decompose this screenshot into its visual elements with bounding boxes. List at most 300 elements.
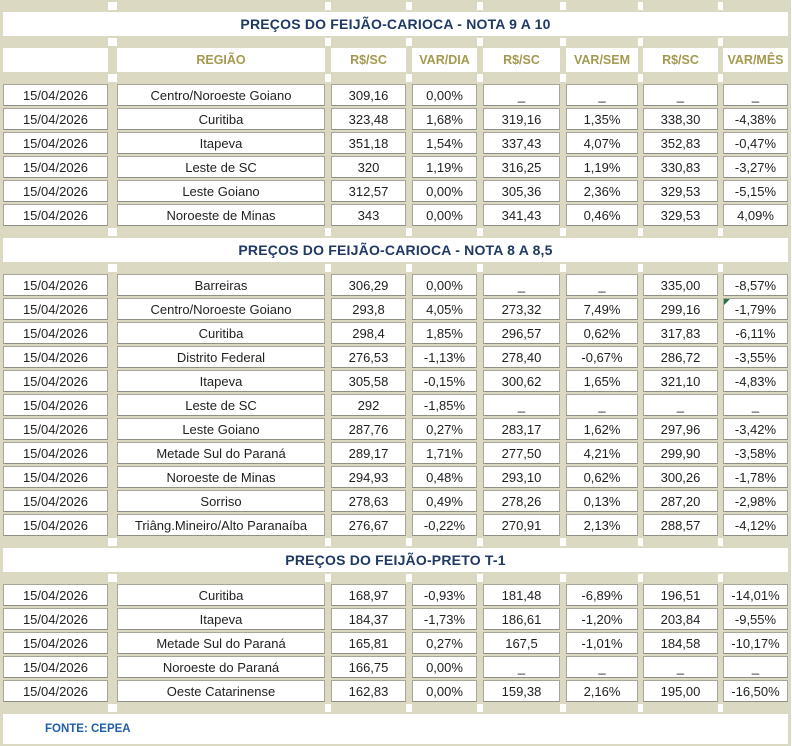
column-header-label: REGIÃO xyxy=(196,53,246,67)
table-row xyxy=(3,156,788,178)
variation-cell[interactable]: -0,15% xyxy=(412,370,477,392)
spacer-fill-cell xyxy=(117,74,325,82)
row-gap-cell xyxy=(108,442,117,464)
variation-cell[interactable]: 7,49% xyxy=(566,298,638,320)
row-gap-cell xyxy=(108,132,117,154)
spacer-fill-cell xyxy=(331,704,406,712)
row-gap-cell xyxy=(108,108,117,130)
price-cell[interactable]: 300,26 xyxy=(643,466,718,488)
table-row xyxy=(3,204,788,226)
variation-cell[interactable]: 0,49% xyxy=(412,490,477,512)
column-header-label: R$/SC xyxy=(503,53,540,67)
spacer-fill-cell xyxy=(412,704,477,712)
variation-cell[interactable]: -3,58% xyxy=(723,442,788,464)
variation-cell[interactable]: -10,17% xyxy=(723,632,788,654)
column-header-label: R$/SC xyxy=(350,53,387,67)
column-header-label: VAR/MÊS xyxy=(727,53,784,67)
date-cell[interactable]: 15/04/2026 xyxy=(3,132,108,154)
table-row xyxy=(3,132,788,154)
region-cell[interactable]: Oeste Catarinense xyxy=(117,680,325,702)
variation-cell[interactable]: 0,00% xyxy=(412,680,477,702)
spacer-fill-cell xyxy=(723,74,788,82)
price-cell[interactable]: _ xyxy=(483,84,560,106)
region-cell[interactable]: Leste Goiano xyxy=(117,180,325,202)
variation-cell[interactable]: -4,38% xyxy=(723,108,788,130)
price-cell[interactable]: 287,76 xyxy=(331,418,406,440)
date-cell[interactable]: 15/04/2026 xyxy=(3,298,108,320)
table-row xyxy=(3,346,788,368)
spacer-fill-cell xyxy=(117,264,325,272)
variation-cell[interactable]: 4,21% xyxy=(566,442,638,464)
footer-row xyxy=(3,714,788,744)
price-cell[interactable]: 351,18 xyxy=(331,132,406,154)
date-cell[interactable]: 15/04/2026 xyxy=(3,490,108,512)
spacer-fill-cell xyxy=(412,38,477,46)
variation-cell[interactable]: -16,50% xyxy=(723,680,788,702)
price-cell[interactable]: 184,58 xyxy=(643,632,718,654)
row-gap-cell xyxy=(108,680,117,702)
date-cell[interactable]: 15/04/2026 xyxy=(3,656,108,678)
spacer-fill-cell xyxy=(643,264,718,272)
date-cell[interactable]: 15/04/2026 xyxy=(3,180,108,202)
price-cell[interactable]: 166,75 xyxy=(331,656,406,678)
price-cell[interactable]: 312,57 xyxy=(331,180,406,202)
variation-cell[interactable]: _ xyxy=(723,656,788,678)
price-cell[interactable]: 319,16 xyxy=(483,108,560,130)
section-title-cell[interactable]: PREÇOS DO FEIJÃO-PRETO T-1 xyxy=(3,548,788,572)
spacer-fill-cell xyxy=(643,74,718,82)
spacer-fill-cell xyxy=(412,264,477,272)
variation-cell[interactable]: _ xyxy=(723,84,788,106)
region-cell[interactable]: Curitiba xyxy=(117,108,325,130)
price-cell[interactable]: 329,53 xyxy=(643,204,718,226)
spacer-fill-cell xyxy=(643,574,718,582)
table-row xyxy=(3,322,788,344)
price-cell[interactable]: 162,83 xyxy=(331,680,406,702)
variation-cell[interactable]: -3,55% xyxy=(723,346,788,368)
spacer-fill-cell xyxy=(412,228,477,236)
spacer-fill-cell xyxy=(117,38,325,46)
spacer-fill-cell xyxy=(643,704,718,712)
variation-cell[interactable]: _ xyxy=(566,84,638,106)
price-cell[interactable]: 305,36 xyxy=(483,180,560,202)
variation-cell[interactable]: -0,93% xyxy=(412,584,477,606)
price-cell[interactable]: 276,67 xyxy=(331,514,406,536)
date-cell[interactable]: 15/04/2026 xyxy=(3,84,108,106)
price-cell[interactable]: 276,53 xyxy=(331,346,406,368)
variation-cell[interactable]: -1,79% xyxy=(723,298,788,320)
spacer-fill-cell xyxy=(723,264,788,272)
variation-cell[interactable]: -8,57% xyxy=(723,274,788,296)
variation-cell[interactable]: 2,16% xyxy=(566,680,638,702)
price-cell[interactable]: 294,93 xyxy=(331,466,406,488)
price-cell[interactable]: 296,57 xyxy=(483,322,560,344)
date-cell[interactable]: 15/04/2026 xyxy=(3,204,108,226)
variation-cell[interactable]: 1,68% xyxy=(412,108,477,130)
date-cell[interactable]: 15/04/2026 xyxy=(3,322,108,344)
spacer-fill-cell xyxy=(117,2,325,10)
price-cell[interactable]: 165,81 xyxy=(331,632,406,654)
variation-cell[interactable]: 1,35% xyxy=(566,108,638,130)
variation-cell[interactable]: 2,36% xyxy=(566,180,638,202)
row-gap-cell xyxy=(108,608,117,630)
variation-cell[interactable]: -1,73% xyxy=(412,608,477,630)
table-row xyxy=(3,490,788,512)
date-cell[interactable]: 15/04/2026 xyxy=(3,442,108,464)
price-cell[interactable]: 288,57 xyxy=(643,514,718,536)
variation-cell[interactable]: -9,55% xyxy=(723,608,788,630)
price-cell[interactable]: _ xyxy=(643,84,718,106)
variation-cell[interactable]: _ xyxy=(723,394,788,416)
variation-cell[interactable]: -1,85% xyxy=(412,394,477,416)
price-cell[interactable]: 278,63 xyxy=(331,490,406,512)
spacer-fill-cell xyxy=(723,228,788,236)
spacer-row xyxy=(3,74,788,82)
date-cell[interactable]: 15/04/2026 xyxy=(3,108,108,130)
date-cell[interactable]: 15/04/2026 xyxy=(3,156,108,178)
spacer-fill-cell xyxy=(483,2,560,10)
table-row xyxy=(3,608,788,630)
spacer-fill-cell xyxy=(331,2,406,10)
date-cell[interactable]: 15/04/2026 xyxy=(3,370,108,392)
variation-cell[interactable]: -1,78% xyxy=(723,466,788,488)
spacer-fill-cell xyxy=(331,264,406,272)
spacer-fill-cell xyxy=(117,704,325,712)
price-cell[interactable]: 306,29 xyxy=(331,274,406,296)
spacer-fill-cell xyxy=(331,38,406,46)
price-cell[interactable]: 286,72 xyxy=(643,346,718,368)
date-cell[interactable]: 15/04/2026 xyxy=(3,608,108,630)
spacer-fill-cell xyxy=(3,74,108,82)
region-cell[interactable]: Noroeste de Minas xyxy=(117,466,325,488)
spacer-fill-cell xyxy=(566,74,638,82)
price-cell[interactable]: 293,10 xyxy=(483,466,560,488)
row-gap-cell xyxy=(108,156,117,178)
spacer-fill-cell xyxy=(331,538,406,546)
spacer-fill-cell xyxy=(723,538,788,546)
row-gap-cell xyxy=(108,632,117,654)
column-header-label: R$/SC xyxy=(662,53,699,67)
price-cell[interactable]: 300,62 xyxy=(483,370,560,392)
region-cell[interactable]: Leste de SC xyxy=(117,156,325,178)
row-gap-cell xyxy=(108,322,117,344)
variation-cell[interactable]: 0,46% xyxy=(566,204,638,226)
spacer-gap-cell xyxy=(108,2,117,10)
variation-cell[interactable]: -0,67% xyxy=(566,346,638,368)
price-cell[interactable]: _ xyxy=(483,274,560,296)
spacer-row xyxy=(3,2,788,10)
price-cell[interactable]: 329,53 xyxy=(643,180,718,202)
price-cell[interactable]: 337,43 xyxy=(483,132,560,154)
date-cell[interactable]: 15/04/2026 xyxy=(3,274,108,296)
price-cell[interactable]: 321,10 xyxy=(643,370,718,392)
variation-cell[interactable]: 0,27% xyxy=(412,632,477,654)
spacer-gap-cell xyxy=(108,538,117,546)
table-row xyxy=(3,584,788,606)
price-cell[interactable]: 184,37 xyxy=(331,608,406,630)
table-row xyxy=(3,442,788,464)
variation-cell[interactable]: 4,05% xyxy=(412,298,477,320)
column-header-label: VAR/DIA xyxy=(419,53,470,67)
region-cell[interactable]: Curitiba xyxy=(117,322,325,344)
variation-cell[interactable]: -2,98% xyxy=(723,490,788,512)
source-label[interactable]: FONTE: CEPEA xyxy=(3,714,788,744)
region-cell[interactable]: Metade Sul do Paraná xyxy=(117,442,325,464)
variation-cell[interactable]: -14,01% xyxy=(723,584,788,606)
price-cell[interactable]: 278,26 xyxy=(483,490,560,512)
variation-cell[interactable]: -1,20% xyxy=(566,608,638,630)
column-header-cell[interactable] xyxy=(412,48,477,72)
price-cell[interactable]: 335,00 xyxy=(643,274,718,296)
variation-cell[interactable]: -6,89% xyxy=(566,584,638,606)
variation-cell[interactable]: _ xyxy=(566,394,638,416)
variation-cell[interactable]: -3,27% xyxy=(723,156,788,178)
spacer-fill-cell xyxy=(483,38,560,46)
section-title-cell[interactable]: PREÇOS DO FEIJÃO-CARIOCA - NOTA 9 A 10 xyxy=(3,12,788,36)
row-gap-cell xyxy=(108,394,117,416)
region-cell[interactable]: Itapeva xyxy=(117,132,325,154)
variation-cell[interactable]: 2,13% xyxy=(566,514,638,536)
spacer-fill-cell xyxy=(643,2,718,10)
date-cell[interactable]: 15/04/2026 xyxy=(3,346,108,368)
price-cell[interactable]: 352,83 xyxy=(643,132,718,154)
variation-cell[interactable]: 1,71% xyxy=(412,442,477,464)
region-cell[interactable]: Curitiba xyxy=(117,584,325,606)
variation-cell[interactable]: -1,13% xyxy=(412,346,477,368)
variation-cell[interactable]: 0,62% xyxy=(566,466,638,488)
table-row xyxy=(3,418,788,440)
spacer-fill-cell xyxy=(412,2,477,10)
variation-cell[interactable]: 0,13% xyxy=(566,490,638,512)
variation-cell[interactable]: 0,00% xyxy=(412,180,477,202)
variation-cell[interactable]: 0,48% xyxy=(412,466,477,488)
region-cell[interactable]: Noroeste do Paraná xyxy=(117,656,325,678)
spacer-row xyxy=(3,264,788,272)
spacer-fill-cell xyxy=(723,2,788,10)
row-gap-cell xyxy=(108,346,117,368)
price-cell[interactable]: 338,30 xyxy=(643,108,718,130)
spacer-row xyxy=(3,38,788,46)
date-cell[interactable]: 15/04/2026 xyxy=(3,514,108,536)
column-header-cell[interactable] xyxy=(643,48,718,72)
region-cell[interactable]: Itapeva xyxy=(117,370,325,392)
price-cell[interactable]: 317,83 xyxy=(643,322,718,344)
price-cell[interactable]: 330,83 xyxy=(643,156,718,178)
price-cell[interactable]: 196,51 xyxy=(643,584,718,606)
spacer-fill-cell xyxy=(566,538,638,546)
spacer-fill-cell xyxy=(643,538,718,546)
date-cell[interactable]: 15/04/2026 xyxy=(3,680,108,702)
spacer-fill-cell xyxy=(3,38,108,46)
region-cell[interactable]: Triâng.Mineiro/Alto Paranaíba xyxy=(117,514,325,536)
price-cell[interactable]: 309,16 xyxy=(331,84,406,106)
price-cell[interactable]: _ xyxy=(483,394,560,416)
column-header-cell[interactable] xyxy=(331,48,406,72)
price-cell[interactable]: 273,32 xyxy=(483,298,560,320)
date-cell[interactable]: 15/04/2026 xyxy=(3,632,108,654)
table-row xyxy=(3,370,788,392)
spacer-row xyxy=(3,574,788,582)
price-cell[interactable]: 277,50 xyxy=(483,442,560,464)
spacer-fill-cell xyxy=(412,574,477,582)
table-row xyxy=(3,632,788,654)
region-cell[interactable]: Centro/Noroeste Goiano xyxy=(117,84,325,106)
column-header-cell[interactable] xyxy=(723,48,788,72)
spacer-gap-cell xyxy=(108,574,117,582)
variation-cell[interactable]: -0,22% xyxy=(412,514,477,536)
variation-cell[interactable]: 4,07% xyxy=(566,132,638,154)
table-row xyxy=(3,84,788,106)
spacer-fill-cell xyxy=(723,704,788,712)
variation-cell[interactable]: 0,00% xyxy=(412,656,477,678)
spacer-fill-cell xyxy=(412,74,477,82)
table-row xyxy=(3,514,788,536)
spacer-fill-cell xyxy=(566,704,638,712)
spacer-fill-cell xyxy=(483,264,560,272)
row-gap-cell xyxy=(108,584,117,606)
price-cell[interactable]: 305,58 xyxy=(331,370,406,392)
variation-cell[interactable]: 1,62% xyxy=(566,418,638,440)
column-header-cell[interactable] xyxy=(483,48,560,72)
price-cell[interactable]: 159,38 xyxy=(483,680,560,702)
spacer-fill-cell xyxy=(3,574,108,582)
spacer-fill-cell xyxy=(483,704,560,712)
variation-cell[interactable]: 0,00% xyxy=(412,84,477,106)
spacer-fill-cell xyxy=(3,228,108,236)
row-gap-cell xyxy=(108,490,117,512)
price-cell[interactable]: 343 xyxy=(331,204,406,226)
price-cell[interactable]: _ xyxy=(483,656,560,678)
price-cell[interactable]: 298,4 xyxy=(331,322,406,344)
variation-cell[interactable]: -3,42% xyxy=(723,418,788,440)
row-gap-cell xyxy=(108,514,117,536)
row-gap-cell xyxy=(108,656,117,678)
price-cell[interactable]: 299,16 xyxy=(643,298,718,320)
price-cell[interactable]: 283,17 xyxy=(483,418,560,440)
spacer-fill-cell xyxy=(331,74,406,82)
spacer-fill-cell xyxy=(3,2,108,10)
table-row xyxy=(3,180,788,202)
region-cell[interactable]: Centro/Noroeste Goiano xyxy=(117,298,325,320)
variation-cell[interactable]: 4,09% xyxy=(723,204,788,226)
region-cell[interactable]: Metade Sul do Paraná xyxy=(117,632,325,654)
date-cell[interactable]: 15/04/2026 xyxy=(3,418,108,440)
region-cell[interactable]: Leste de SC xyxy=(117,394,325,416)
spacer-fill-cell xyxy=(643,38,718,46)
price-cell[interactable]: 316,25 xyxy=(483,156,560,178)
column-header-cell[interactable] xyxy=(117,48,325,72)
price-cell[interactable]: 341,43 xyxy=(483,204,560,226)
variation-cell[interactable]: -4,83% xyxy=(723,370,788,392)
variation-cell[interactable]: -0,47% xyxy=(723,132,788,154)
region-cell[interactable]: Barreiras xyxy=(117,274,325,296)
variation-cell[interactable]: 1,54% xyxy=(412,132,477,154)
spacer-fill-cell xyxy=(483,228,560,236)
variation-cell[interactable]: 0,62% xyxy=(566,322,638,344)
row-gap-cell xyxy=(108,466,117,488)
price-cell[interactable]: 195,00 xyxy=(643,680,718,702)
row-gap-cell xyxy=(108,180,117,202)
spacer-fill-cell xyxy=(412,538,477,546)
spacer-fill-cell xyxy=(566,38,638,46)
spacer-fill-cell xyxy=(331,228,406,236)
variation-cell[interactable]: -1,01% xyxy=(566,632,638,654)
price-cell[interactable]: 320 xyxy=(331,156,406,178)
table-row xyxy=(3,274,788,296)
price-cell[interactable]: 293,8 xyxy=(331,298,406,320)
variation-cell[interactable]: 1,19% xyxy=(412,156,477,178)
price-cell[interactable]: 278,40 xyxy=(483,346,560,368)
column-header-cell[interactable] xyxy=(566,48,638,72)
section-title-cell[interactable]: PREÇOS DO FEIJÃO-CARIOCA - NOTA 8 A 8,5 xyxy=(3,238,788,262)
price-cell[interactable]: _ xyxy=(643,394,718,416)
price-cell[interactable]: 287,20 xyxy=(643,490,718,512)
region-cell[interactable]: Distrito Federal xyxy=(117,346,325,368)
price-cell[interactable]: _ xyxy=(643,656,718,678)
variation-cell[interactable]: 1,19% xyxy=(566,156,638,178)
column-header-label: VAR/SEM xyxy=(573,53,631,67)
date-cell[interactable]: 15/04/2026 xyxy=(3,466,108,488)
price-cell[interactable]: 186,61 xyxy=(483,608,560,630)
price-cell[interactable]: 168,97 xyxy=(331,584,406,606)
price-cell[interactable]: 289,17 xyxy=(331,442,406,464)
spacer-fill-cell xyxy=(566,264,638,272)
variation-cell[interactable]: 1,65% xyxy=(566,370,638,392)
variation-cell[interactable]: -5,15% xyxy=(723,180,788,202)
variation-cell[interactable]: 0,27% xyxy=(412,418,477,440)
spacer-row xyxy=(3,538,788,546)
spacer-fill-cell xyxy=(117,228,325,236)
header-empty-cell[interactable] xyxy=(3,48,108,72)
row-gap-cell xyxy=(108,274,117,296)
price-cell[interactable]: 203,84 xyxy=(643,608,718,630)
date-cell[interactable]: 15/04/2026 xyxy=(3,394,108,416)
spacer-fill-cell xyxy=(483,538,560,546)
spacer-row xyxy=(3,704,788,712)
variation-cell[interactable]: 1,85% xyxy=(412,322,477,344)
region-cell[interactable]: Noroeste de Minas xyxy=(117,204,325,226)
spacer-fill-cell xyxy=(331,574,406,582)
table-row xyxy=(3,394,788,416)
region-cell[interactable]: Sorriso xyxy=(117,490,325,512)
variation-cell[interactable]: _ xyxy=(566,274,638,296)
row-gap-cell xyxy=(108,418,117,440)
date-cell[interactable]: 15/04/2026 xyxy=(3,584,108,606)
spacer-fill-cell xyxy=(566,2,638,10)
variation-cell[interactable]: -4,12% xyxy=(723,514,788,536)
price-cell[interactable]: 181,48 xyxy=(483,584,560,606)
variation-cell[interactable]: 0,00% xyxy=(412,274,477,296)
variation-cell[interactable]: -6,11% xyxy=(723,322,788,344)
section-title-row xyxy=(3,12,788,36)
price-cell[interactable]: 270,91 xyxy=(483,514,560,536)
region-cell[interactable]: Leste Goiano xyxy=(117,418,325,440)
row-gap-cell xyxy=(108,298,117,320)
price-cell[interactable]: 292 xyxy=(331,394,406,416)
spacer-fill-cell xyxy=(117,574,325,582)
price-cell[interactable]: 167,5 xyxy=(483,632,560,654)
row-gap-cell xyxy=(108,204,117,226)
spacer-gap-cell xyxy=(108,74,117,82)
column-header-row xyxy=(3,48,788,72)
price-cell[interactable]: 323,48 xyxy=(331,108,406,130)
variation-cell[interactable]: 0,00% xyxy=(412,204,477,226)
price-cell[interactable]: 297,96 xyxy=(643,418,718,440)
region-cell[interactable]: Itapeva xyxy=(117,608,325,630)
price-table xyxy=(3,0,788,746)
price-cell[interactable]: 299,90 xyxy=(643,442,718,464)
variation-cell[interactable]: _ xyxy=(566,656,638,678)
